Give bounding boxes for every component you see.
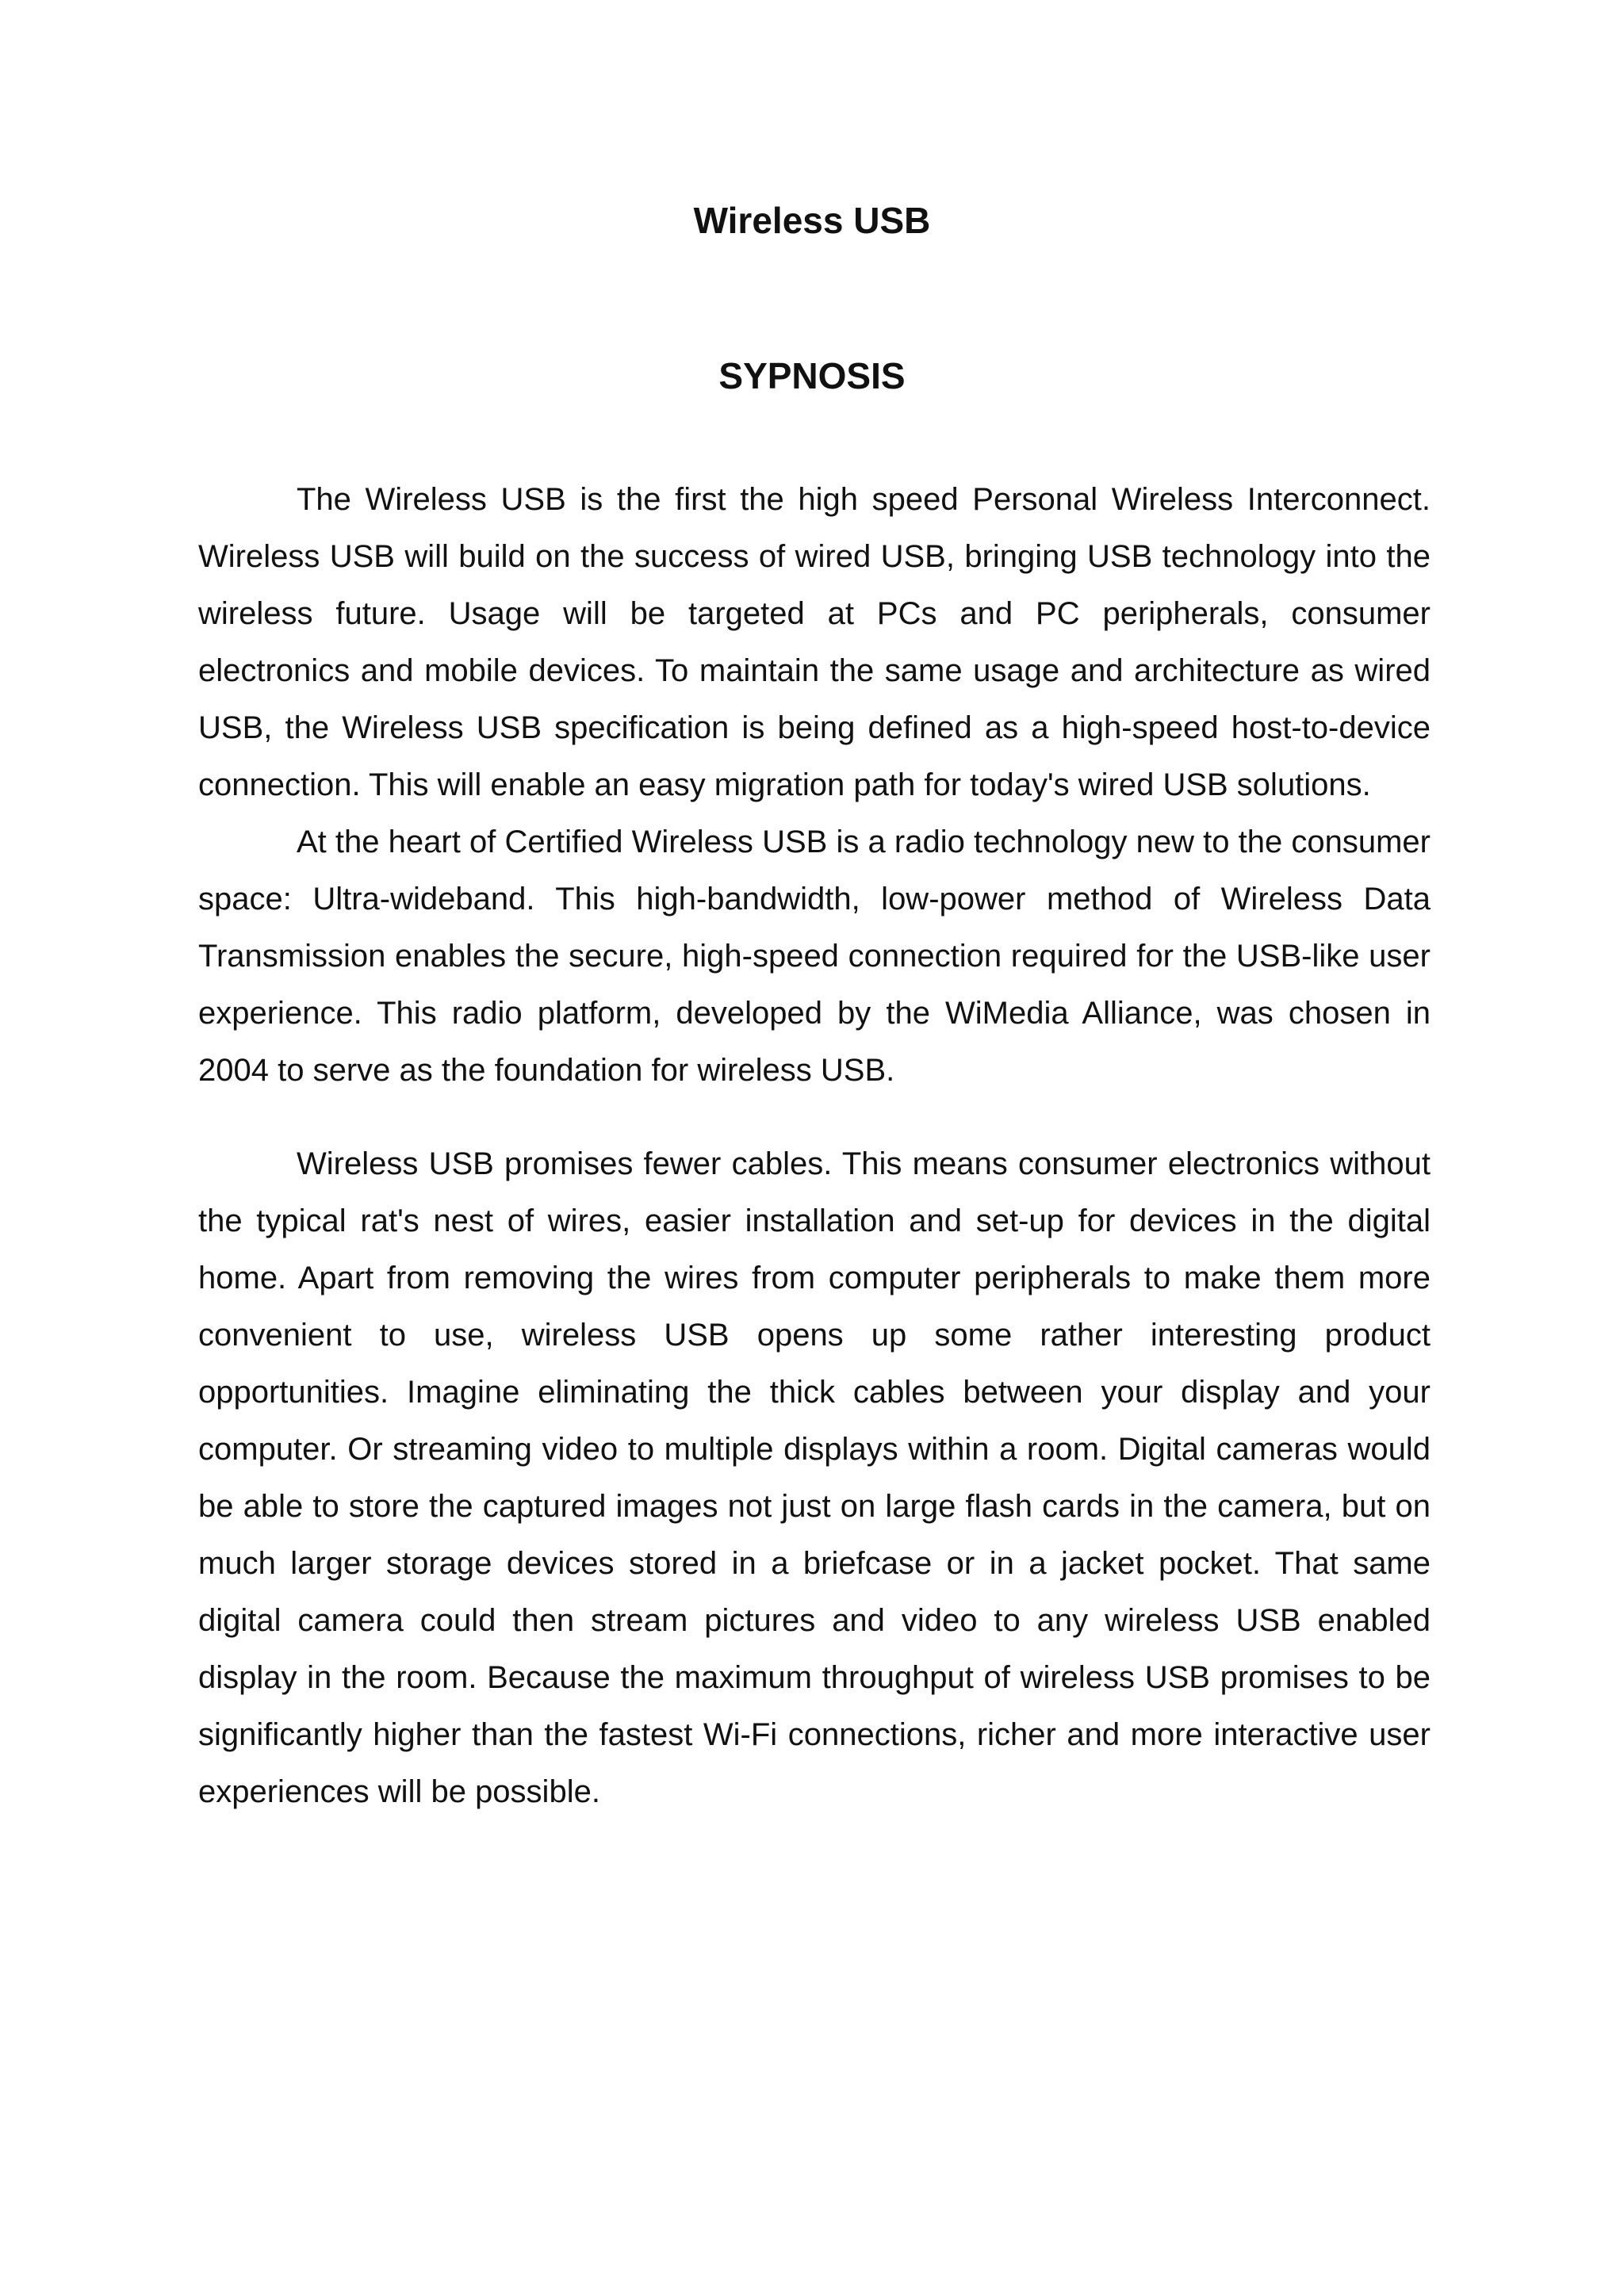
document-title: Wireless USB [693, 200, 931, 241]
paragraph-3: Wireless USB promises fewer cables. This means consumer electronics without the typical rat's nest of wires, easier installation and set-up for devices in the digital home. Apart from removing the wires from computer peripherals to make them more convenient to use, wireless USB opens up some rather interesting product opportunities. Imagine eliminating the thick cables between your display and your computer. Or streaming video to multiple displays within a room. Digital cameras would be able to store the captured images not just on large flash cards in the camera, but on much larger storage devices stored in a briefcase or in a jacket pocket. That same digital camera could then stream pictures and video to any wireless USB enabled display in the room. Because the maximum throughput of wireless USB promises to be significantly higher than the fastest Wi-Fi connections, richer and more interactive user experiences will be possible. [198, 1146, 1431, 1809]
paragraph-2: At the heart of Certified Wireless USB is a radio technology new to the consumer space: Ultra-wideband. This high-bandwidth, low-power method of Wireless Data Transmission enables the secure, high-speed connection required for the USB-like user experience. This radio platform, developed by the WiMedia Alliance, was chosen in 2004 to serve as the foundation for wireless USB. [198, 825, 1431, 1088]
paragraph-1: The Wireless USB is the first the high speed Personal Wireless Interconnect. Wireless USB will build on the success of wired USB, bringing USB technology into the wireless future. Usage will be targeted at PCs and PC peripherals, consumer electronics and mobile devices. To maintain the same usage and architecture as wired USB, the Wireless USB specification is being defined as a high-speed host-to-device connection. This will enable an easy migration path for today's wired USB solutions. [198, 482, 1431, 802]
body-text [198, 471, 1431, 1820]
section-heading: SYPNOSIS [718, 355, 906, 396]
